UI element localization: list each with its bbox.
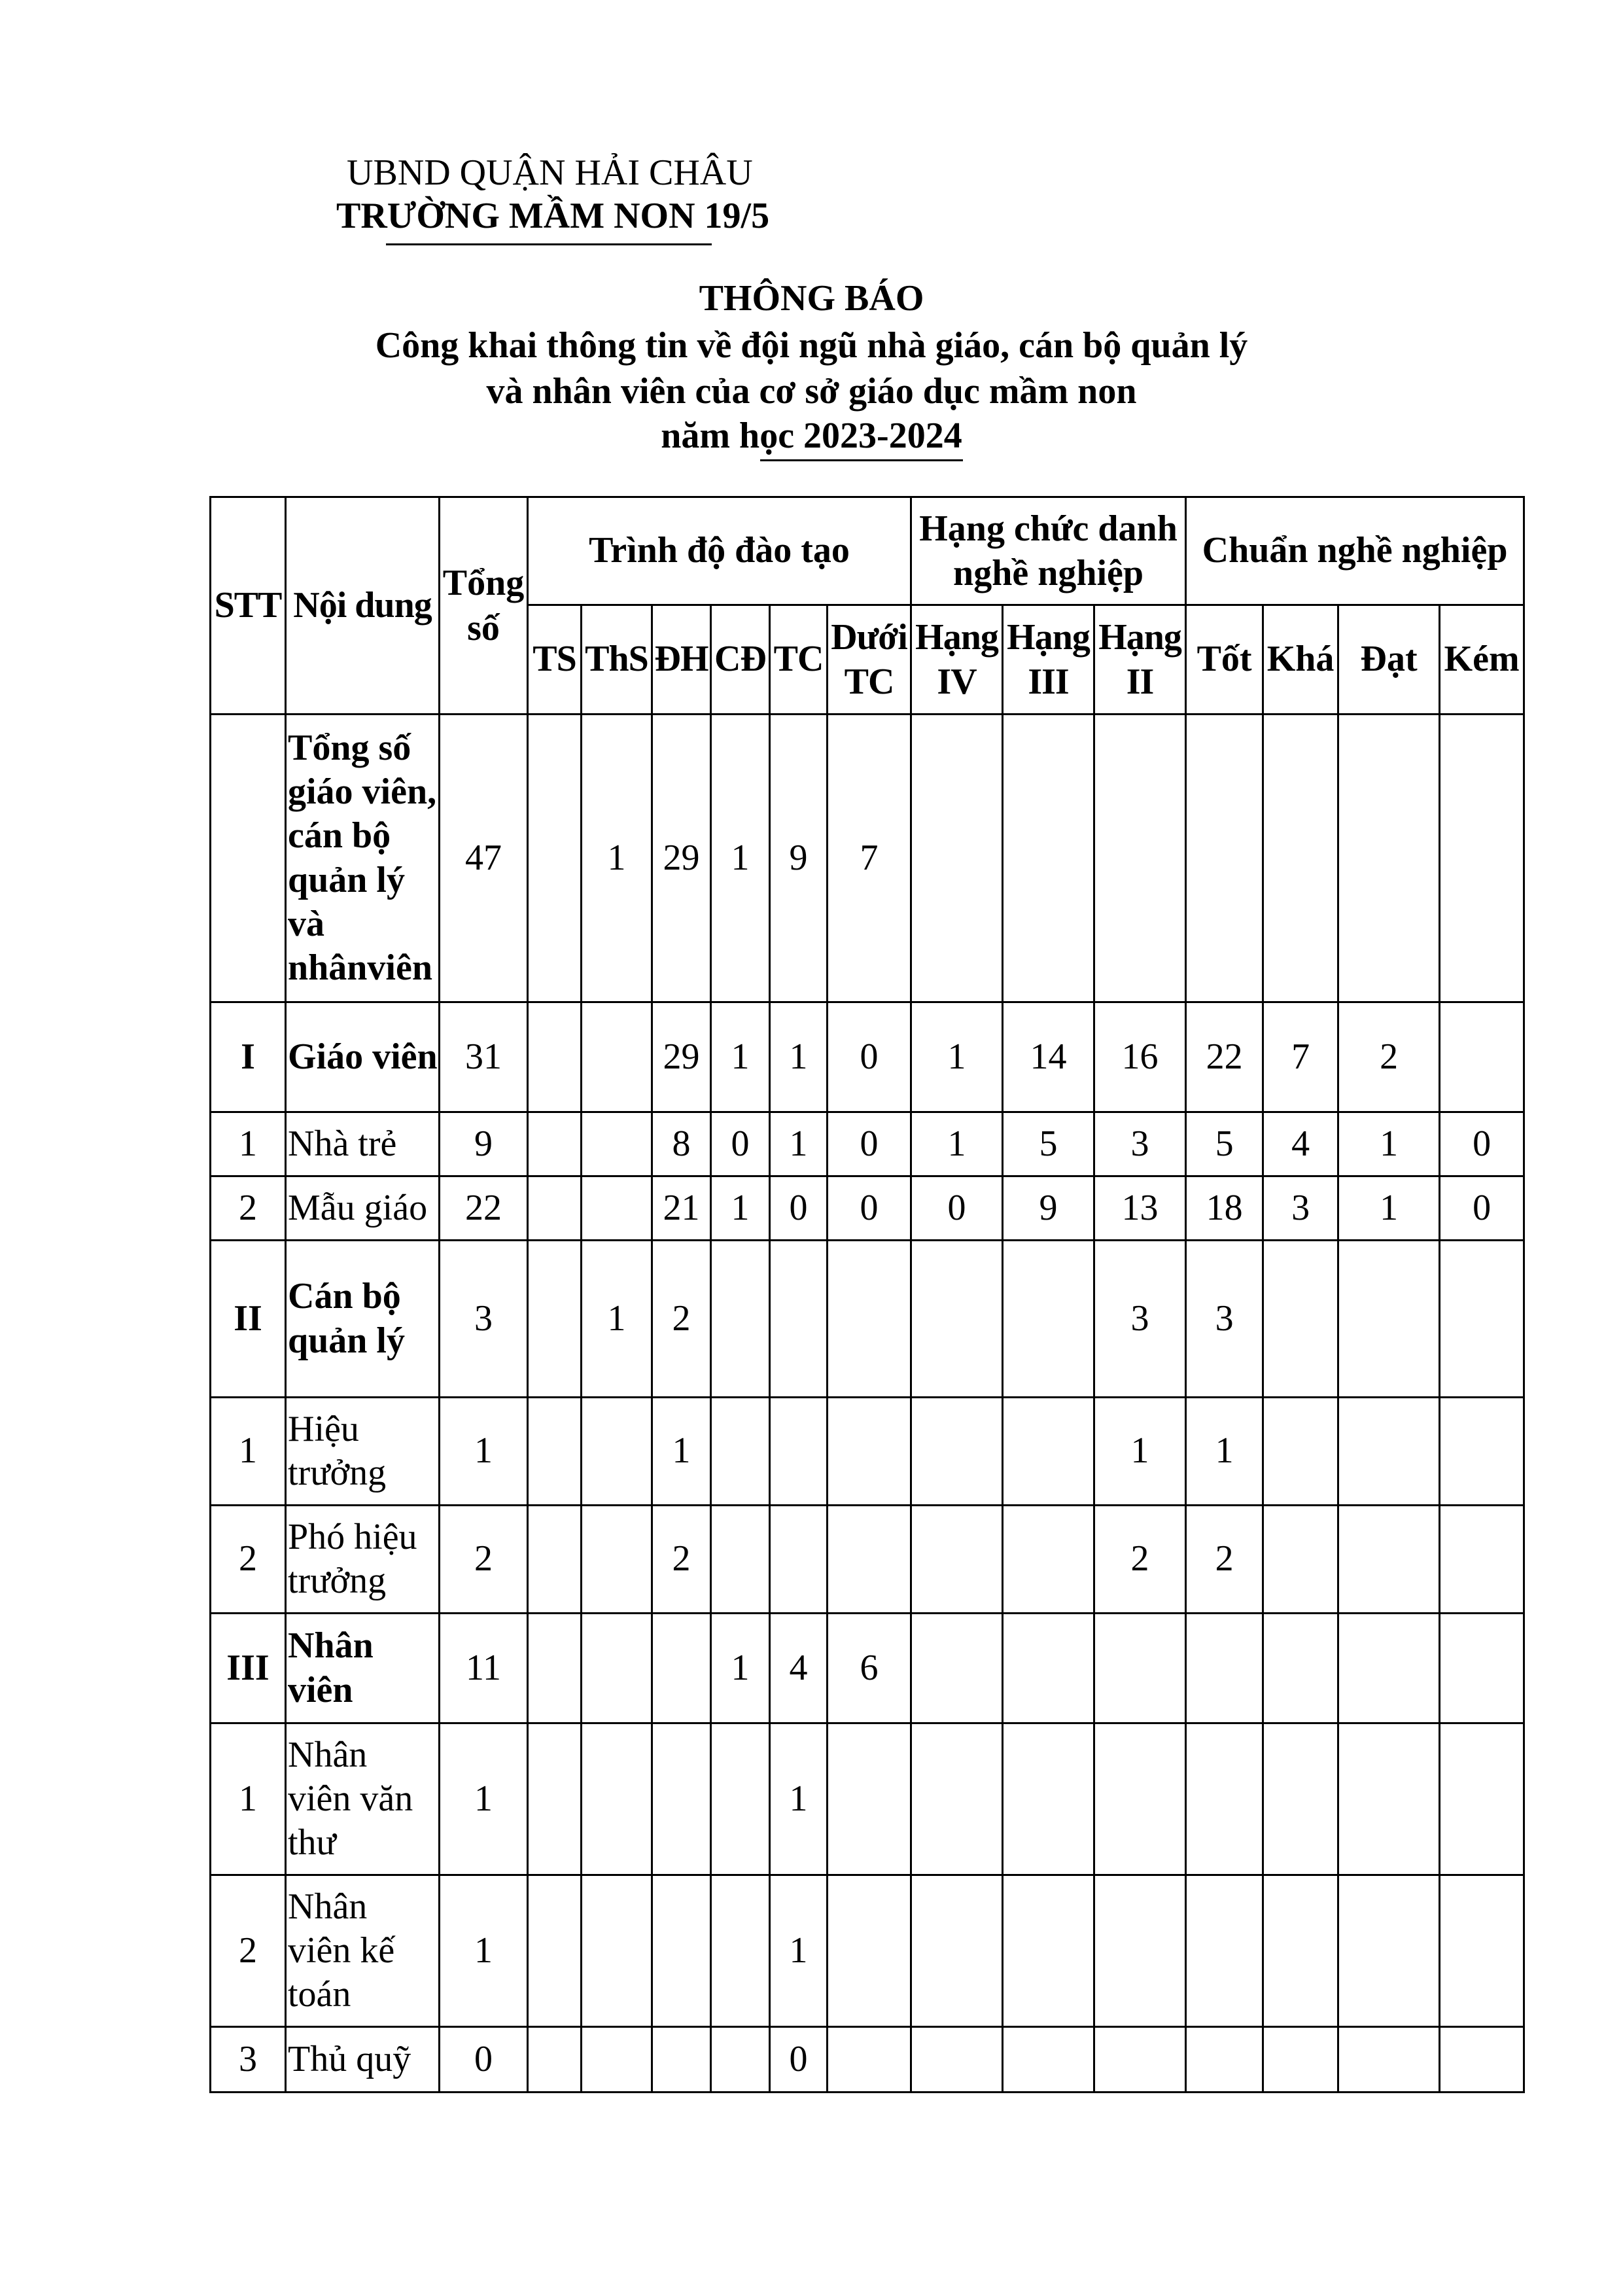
- table-row: [211, 1112, 1524, 1176]
- row-cell: 1: [1338, 1112, 1440, 1176]
- table-row: [211, 1723, 1524, 1875]
- row-cell: [528, 1176, 582, 1241]
- row-cell: 0: [911, 1176, 1003, 1241]
- row-cell: 1: [911, 1002, 1003, 1112]
- row-cell: [1003, 1723, 1094, 1875]
- row-cell: [1338, 1398, 1440, 1506]
- row-cell: [828, 2027, 911, 2093]
- row-cell: [711, 1398, 770, 1506]
- row-cell: [1094, 715, 1186, 1002]
- row-cell: 7: [828, 715, 911, 1002]
- row-cell: 9: [1003, 1176, 1094, 1241]
- row-cell: [1263, 1398, 1338, 1506]
- row-cell: [1186, 1723, 1263, 1875]
- row-cell: [528, 1241, 582, 1398]
- row-cell: [1094, 1614, 1186, 1723]
- table-row: [211, 1176, 1524, 1241]
- row-cell: 2: [652, 1506, 711, 1614]
- header-rank-iv: Hạng IV: [911, 605, 1003, 715]
- row-cell: [582, 1176, 652, 1241]
- row-cell: [770, 1398, 828, 1506]
- row-cell: [828, 1506, 911, 1614]
- row-cell: [911, 1875, 1003, 2027]
- table-row: [211, 1002, 1524, 1112]
- header-total: Tổng số: [440, 497, 528, 715]
- row-cell: 4: [770, 1614, 828, 1723]
- row-cell: [582, 1506, 652, 1614]
- row-cell: 1: [440, 1723, 528, 1875]
- row-cell: [1338, 1506, 1440, 1614]
- row-cell: [711, 1875, 770, 2027]
- row-cell: [1440, 1241, 1524, 1398]
- row-cell: 1: [1094, 1398, 1186, 1506]
- row-cell: [582, 1398, 652, 1506]
- row-cell: 6: [828, 1614, 911, 1723]
- row-cell: 1: [582, 715, 652, 1002]
- row-cell: [1094, 1875, 1186, 2027]
- row-cell: [828, 1875, 911, 2027]
- row-stt: 1: [211, 1112, 286, 1176]
- row-cell: 5: [1003, 1112, 1094, 1176]
- header-professional-standard: Chuẩn nghề nghiệp: [1186, 497, 1524, 605]
- row-cell: 1: [711, 715, 770, 1002]
- row-cell: [1003, 715, 1094, 1002]
- header-stt: STT: [211, 497, 286, 715]
- row-cell: 0: [1440, 1176, 1524, 1241]
- row-cell: 29: [652, 1002, 711, 1112]
- row-cell: [1440, 1723, 1524, 1875]
- row-cell: [528, 1112, 582, 1176]
- authority-name: UBND QUẬN HẢI CHÂU: [347, 152, 753, 193]
- row-cell: [1440, 715, 1524, 1002]
- header-rank-ii: Hạng II: [1094, 605, 1186, 715]
- row-cell: [1338, 1723, 1440, 1875]
- row-cell: 0: [1440, 1112, 1524, 1176]
- table-row: [211, 1241, 1524, 1398]
- row-cell: 2: [440, 1506, 528, 1614]
- notice-subtitle-2: và nhân viên của cơ sở giáo dục mầm non: [486, 371, 1137, 412]
- header-poor: Kém: [1440, 605, 1524, 715]
- row-cell: [911, 715, 1003, 1002]
- row-cell: [528, 1875, 582, 2027]
- header-pass: Đạt: [1338, 605, 1440, 715]
- row-cell: [582, 1112, 652, 1176]
- row-cell: [828, 1398, 911, 1506]
- row-cell: [711, 1241, 770, 1398]
- row-content: Nhà trẻ: [286, 1112, 440, 1176]
- row-cell: 0: [828, 1112, 911, 1176]
- row-cell: [1094, 1723, 1186, 1875]
- row-cell: 2: [1186, 1506, 1263, 1614]
- row-stt: 2: [211, 1875, 286, 2027]
- row-content: Phó hiệu trưởng: [286, 1506, 440, 1614]
- row-content: Tổng số giáo viên, cán bộ quản lý và nhânviên: [286, 715, 440, 1002]
- header-cd: CĐ: [711, 605, 770, 715]
- header-dh: ĐH: [652, 605, 711, 715]
- row-stt: 2: [211, 1506, 286, 1614]
- row-cell: 1: [770, 1112, 828, 1176]
- row-cell: [1094, 2027, 1186, 2093]
- row-cell: [528, 1002, 582, 1112]
- row-stt: II: [211, 1241, 286, 1398]
- row-cell: 1: [1338, 1176, 1440, 1241]
- row-cell: [528, 1398, 582, 1506]
- row-cell: 0: [440, 2027, 528, 2093]
- row-cell: [1263, 1506, 1338, 1614]
- row-cell: 22: [1186, 1002, 1263, 1112]
- school-name: TRƯỜNG MẦM NON 19/5: [336, 196, 770, 236]
- header-fair: Khá: [1263, 605, 1338, 715]
- row-content: Giáo viên: [286, 1002, 440, 1112]
- row-stt: 3: [211, 2027, 286, 2093]
- row-cell: [1263, 1241, 1338, 1398]
- row-cell: [911, 1614, 1003, 1723]
- row-cell: 7: [1263, 1002, 1338, 1112]
- row-cell: [528, 1614, 582, 1723]
- row-cell: 2: [652, 1241, 711, 1398]
- row-cell: 3: [1263, 1176, 1338, 1241]
- row-cell: 1: [711, 1176, 770, 1241]
- row-cell: 0: [828, 1176, 911, 1241]
- row-cell: [652, 1723, 711, 1875]
- row-cell: [582, 1723, 652, 1875]
- row-cell: [528, 1723, 582, 1875]
- row-cell: 2: [1338, 1002, 1440, 1112]
- row-cell: [1440, 1614, 1524, 1723]
- row-cell: [582, 2027, 652, 2093]
- header-rank-iii: Hạng III: [1003, 605, 1094, 715]
- row-cell: [652, 1875, 711, 2027]
- row-cell: 0: [711, 1112, 770, 1176]
- notice-school-year: năm học 2023-2024: [661, 415, 962, 456]
- header-ths: ThS: [582, 605, 652, 715]
- row-cell: 1: [582, 1241, 652, 1398]
- row-content: Thủ quỹ: [286, 2027, 440, 2093]
- row-cell: [1003, 1506, 1094, 1614]
- row-cell: [1003, 1398, 1094, 1506]
- table-row: [211, 2027, 1524, 2093]
- row-cell: [1003, 1614, 1094, 1723]
- header-below-tc: Dưới TC: [828, 605, 911, 715]
- row-cell: [582, 1002, 652, 1112]
- row-cell: [528, 1506, 582, 1614]
- row-cell: [652, 1614, 711, 1723]
- row-cell: [1440, 2027, 1524, 2093]
- row-cell: [528, 715, 582, 1002]
- table-row: [211, 1614, 1524, 1723]
- row-cell: 5: [1186, 1112, 1263, 1176]
- row-cell: [911, 1723, 1003, 1875]
- row-cell: [1186, 1875, 1263, 2027]
- row-cell: 1: [1186, 1398, 1263, 1506]
- row-cell: [1263, 2027, 1338, 2093]
- table-body: [211, 715, 1524, 2093]
- row-cell: [1440, 1002, 1524, 1112]
- row-cell: [1263, 1875, 1338, 2027]
- table-row: [211, 1506, 1524, 1614]
- row-cell: [1338, 1875, 1440, 2027]
- row-cell: [1003, 2027, 1094, 2093]
- row-cell: [911, 2027, 1003, 2093]
- row-cell: [582, 1614, 652, 1723]
- header-tc: TC: [770, 605, 828, 715]
- row-cell: 21: [652, 1176, 711, 1241]
- row-cell: [582, 1875, 652, 2027]
- row-cell: [1440, 1875, 1524, 2027]
- row-cell: [1186, 715, 1263, 1002]
- row-cell: [711, 2027, 770, 2093]
- row-cell: [1263, 1723, 1338, 1875]
- row-stt: [211, 715, 286, 1002]
- row-cell: 22: [440, 1176, 528, 1241]
- row-cell: 0: [770, 2027, 828, 2093]
- row-cell: 2: [1094, 1506, 1186, 1614]
- row-cell: 9: [440, 1112, 528, 1176]
- row-cell: [770, 1241, 828, 1398]
- notice-title: THÔNG BÁO: [699, 278, 924, 319]
- row-cell: [911, 1398, 1003, 1506]
- row-cell: 1: [440, 1398, 528, 1506]
- row-cell: 11: [440, 1614, 528, 1723]
- row-cell: 9: [770, 715, 828, 1002]
- row-cell: 1: [770, 1002, 828, 1112]
- row-cell: [911, 1241, 1003, 1398]
- title-underline: [760, 459, 963, 461]
- row-cell: [1440, 1506, 1524, 1614]
- row-stt: III: [211, 1614, 286, 1723]
- row-cell: 0: [770, 1176, 828, 1241]
- row-cell: 1: [911, 1112, 1003, 1176]
- table-header: [211, 497, 1524, 715]
- row-cell: [828, 1241, 911, 1398]
- row-cell: 29: [652, 715, 711, 1002]
- row-cell: 14: [1003, 1002, 1094, 1112]
- staff-table: [209, 496, 1525, 2093]
- row-cell: 47: [440, 715, 528, 1002]
- table-row: [211, 1398, 1524, 1506]
- header-underline: [386, 243, 712, 245]
- row-cell: [1440, 1398, 1524, 1506]
- row-cell: [1338, 715, 1440, 1002]
- row-content: Nhân viên kế toán: [286, 1875, 440, 2027]
- row-cell: 1: [711, 1002, 770, 1112]
- row-cell: [1338, 2027, 1440, 2093]
- row-cell: [1338, 1614, 1440, 1723]
- row-stt: 1: [211, 1723, 286, 1875]
- row-cell: [1186, 2027, 1263, 2093]
- row-cell: 1: [652, 1398, 711, 1506]
- header-training-level: Trình độ đào tạo: [528, 497, 911, 605]
- row-stt: I: [211, 1002, 286, 1112]
- row-content: Nhân viên: [286, 1614, 440, 1723]
- row-stt: 1: [211, 1398, 286, 1506]
- row-cell: 3: [1094, 1112, 1186, 1176]
- row-cell: [828, 1723, 911, 1875]
- header-ts: TS: [528, 605, 582, 715]
- header-professional-rank: Hạng chức danh nghề nghiệp: [911, 497, 1186, 605]
- row-cell: 18: [1186, 1176, 1263, 1241]
- row-content: Hiệu trưởng: [286, 1398, 440, 1506]
- row-cell: 31: [440, 1002, 528, 1112]
- row-stt: 2: [211, 1176, 286, 1241]
- row-cell: 1: [770, 1723, 828, 1875]
- row-cell: [1186, 1614, 1263, 1723]
- row-cell: [652, 2027, 711, 2093]
- row-content: Mẫu giáo: [286, 1176, 440, 1241]
- row-cell: [1003, 1875, 1094, 2027]
- row-cell: 1: [711, 1614, 770, 1723]
- row-cell: 1: [440, 1875, 528, 2027]
- row-cell: [528, 2027, 582, 2093]
- notice-subtitle-1: Công khai thông tin về đội ngũ nhà giáo, cán bộ quản lý: [375, 325, 1248, 366]
- row-cell: 3: [1186, 1241, 1263, 1398]
- row-cell: 3: [440, 1241, 528, 1398]
- header-content: Nội dung: [286, 497, 440, 715]
- row-cell: [711, 1723, 770, 1875]
- row-content: Cán bộ quản lý: [286, 1241, 440, 1398]
- row-cell: [1003, 1241, 1094, 1398]
- row-cell: 13: [1094, 1176, 1186, 1241]
- row-cell: [1338, 1241, 1440, 1398]
- row-cell: [1263, 1614, 1338, 1723]
- row-cell: 1: [770, 1875, 828, 2027]
- table-row: [211, 1875, 1524, 2027]
- row-cell: [770, 1506, 828, 1614]
- row-cell: 4: [1263, 1112, 1338, 1176]
- row-cell: [1263, 715, 1338, 1002]
- row-content: Nhân viên văn thư: [286, 1723, 440, 1875]
- row-cell: 8: [652, 1112, 711, 1176]
- row-cell: [711, 1506, 770, 1614]
- row-cell: 0: [828, 1002, 911, 1112]
- table-row: [211, 715, 1524, 1002]
- row-cell: [911, 1506, 1003, 1614]
- row-cell: 3: [1094, 1241, 1186, 1398]
- row-cell: 16: [1094, 1002, 1186, 1112]
- header-good: Tốt: [1186, 605, 1263, 715]
